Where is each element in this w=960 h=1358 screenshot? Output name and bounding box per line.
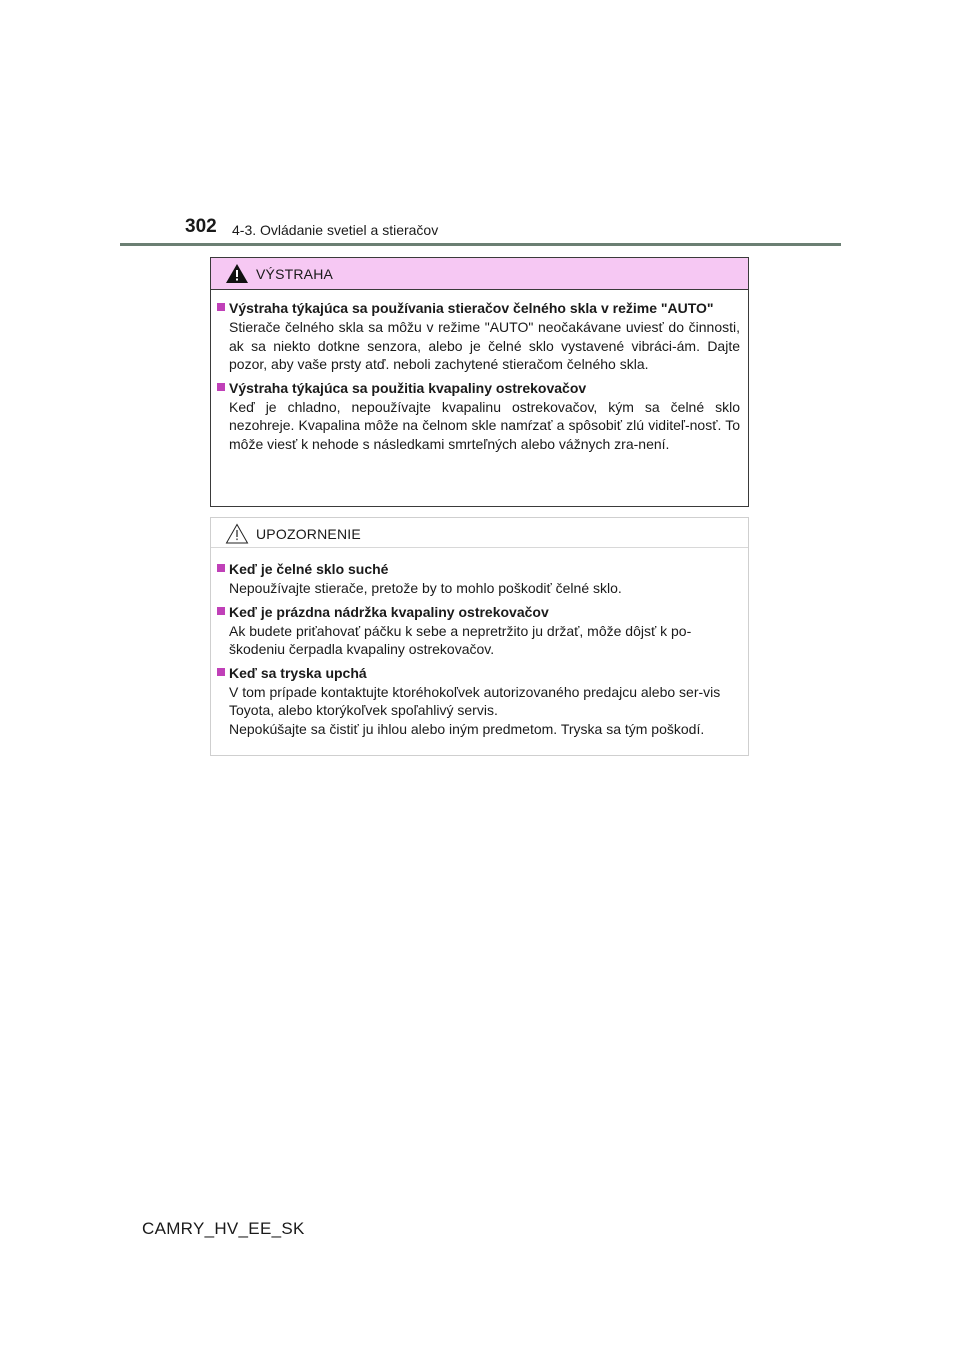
caution-item-text — [229, 683, 740, 739]
warning-title: VÝSTRAHA — [256, 266, 334, 282]
header-divider — [120, 243, 841, 246]
caution-item-paragraph: V tom prípade kontaktujte ktoréhokoľvek autorizovaného predajcu alebo ser-vis Toyota, alebo ktorýkoľvek spoľahlivý servis. — [229, 683, 721, 718]
caution-item — [217, 664, 740, 739]
caution-item-paragraph: Nepokúšajte sa čistiť ju ihlou alebo iným predmetom. Tryska sa tým poškodí. — [229, 720, 705, 737]
warning-item-paragraph: Stierače čelného skla sa môžu v režime "AUTO" neočakávane uviesť do činnosti, ak sa niekto dotkne senzora, alebo je čelné sklo vystavené vibráci-ám. Dajte pozor, aby vaše prsty atď. neboli zachytené stieračom čelného skla. — [229, 319, 740, 372]
caution-item-paragraph: Ak budete priťahovať páčku k sebe a nepretržito ju držať, môže dôjsť k po-škodeniu čerpadla kvapaliny ostrekovačov. — [229, 622, 692, 657]
warning-item-title: Výstraha týkajúca sa používania stieračov čelného skla v režime "AUTO" — [217, 299, 740, 317]
caution-body — [211, 548, 748, 738]
warning-item-title: Výstraha týkajúca sa použitia kvapaliny ostrekovačov — [217, 379, 740, 397]
caution-header — [211, 518, 748, 548]
caution-item-paragraph: Nepoužívajte stierače, pretože by to mohlo poškodiť čelné sklo. — [229, 580, 622, 596]
section-title: 4-3. Ovládanie svetiel a stieračov — [232, 222, 439, 238]
caution-item — [217, 603, 740, 659]
caution-title: UPOZORNENIE — [256, 526, 361, 542]
caution-item-title: Keď sa tryska upchá — [217, 664, 740, 682]
page-number: 302 — [185, 216, 217, 237]
warning-item-paragraph: Keď je chladno, nepoužívajte kvapalinu ostrekovačov, kým sa čelné sklo nezohreje. Kvapalina môže na čelnom skle namŕzať a spôsobiť zlú viditeľ-nosť. To môže viesť k nehode s následkami smrteľných alebo vážnych zra-není. — [229, 398, 740, 452]
warning-box — [210, 257, 749, 507]
caution-item — [217, 560, 740, 598]
caution-item-text — [229, 579, 740, 598]
warning-item — [217, 379, 740, 454]
warning-body — [211, 290, 748, 453]
warning-item-text — [229, 398, 740, 454]
caution-item-title: Keď je čelné sklo suché — [217, 560, 740, 578]
caution-item-title: Keď je prázdna nádržka kvapaliny ostrekovačov — [217, 603, 740, 621]
warning-item — [217, 299, 740, 374]
warning-header — [211, 258, 748, 290]
caution-item-text — [229, 622, 740, 659]
warning-item-text — [229, 318, 740, 374]
caution-box — [210, 517, 749, 756]
document-code: CAMRY_HV_EE_SK — [142, 1219, 305, 1238]
caution-triangle-icon — [225, 523, 249, 544]
warning-triangle-icon — [225, 263, 249, 284]
